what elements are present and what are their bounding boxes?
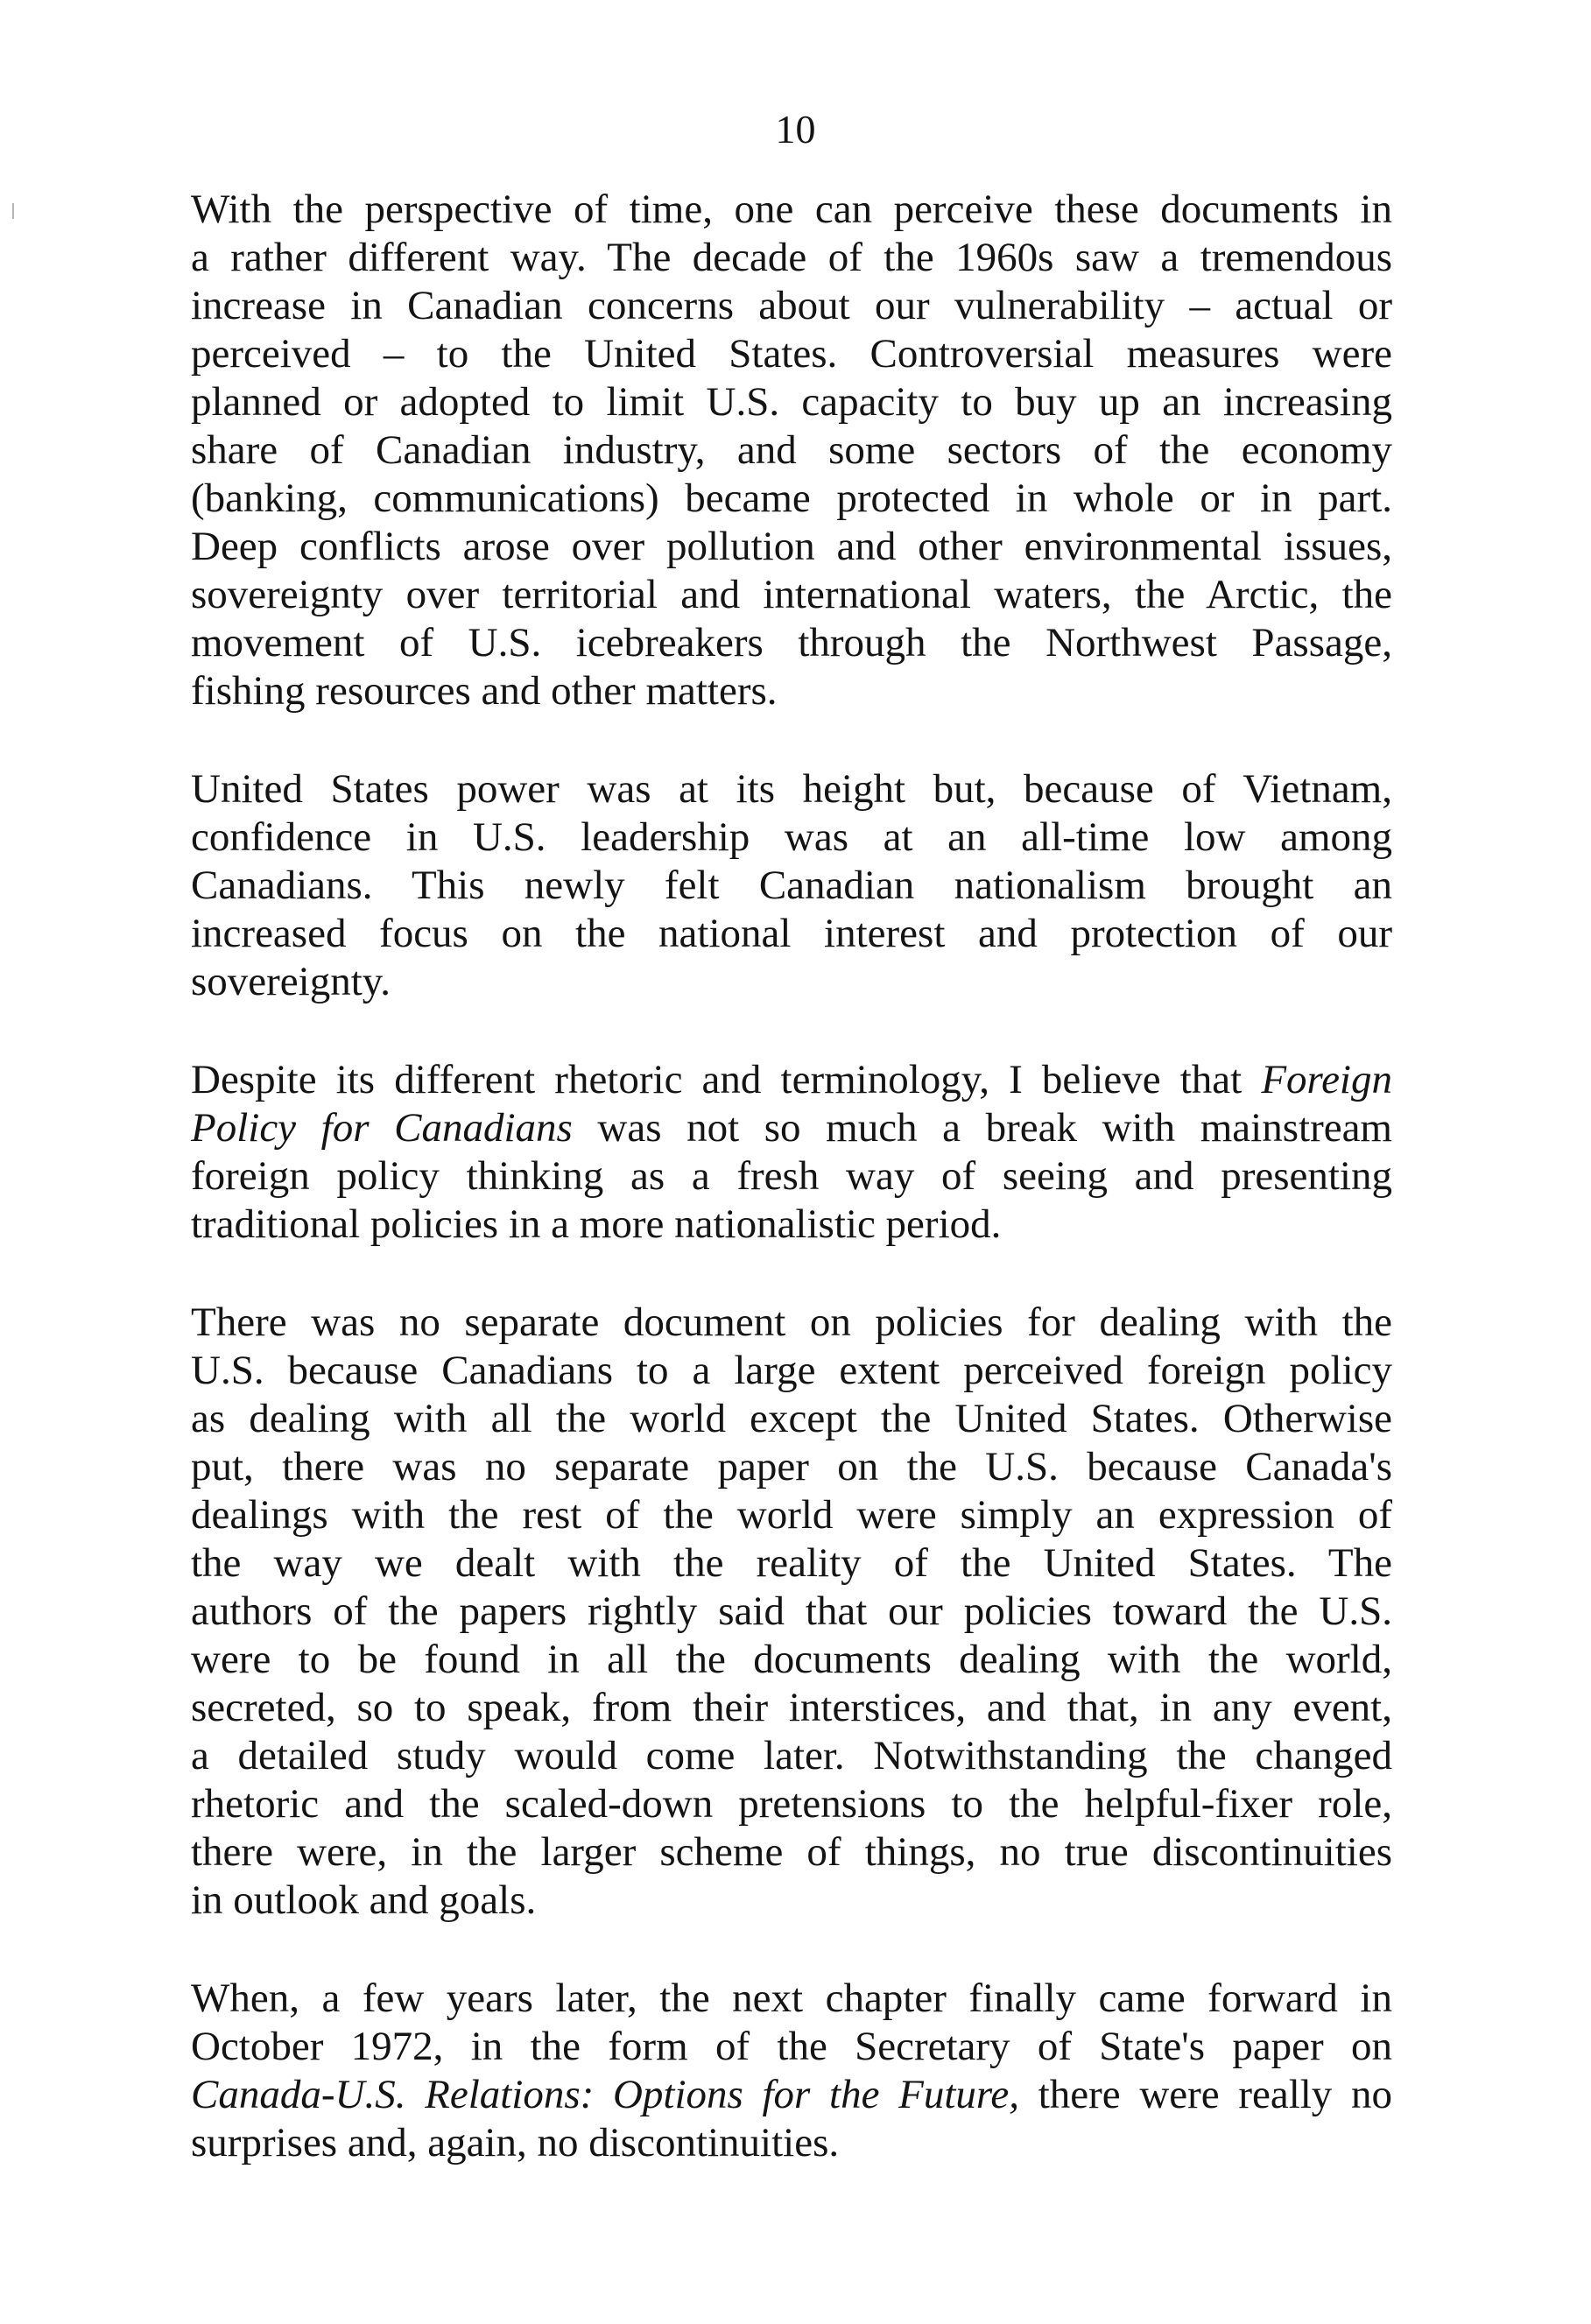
text-line — [191, 1056, 1392, 1104]
text-line — [191, 1975, 1392, 2023]
text-line — [191, 1877, 1392, 1925]
text-run: there were really no — [1019, 2072, 1392, 2117]
text-run: was not so much a break with mainstream — [572, 1105, 1392, 1151]
text-run: When, a few years later, the next chapter finally came forward in — [191, 1975, 1392, 2021]
text-run: secreted, so to speak, from their interstices, and that, in any event, — [191, 1685, 1392, 1730]
text-line — [191, 1732, 1392, 1780]
text-line — [191, 2023, 1392, 2071]
text-run: fishing resources and other matters. — [191, 668, 778, 714]
text-line — [191, 862, 1392, 910]
text-line — [191, 1152, 1392, 1201]
text-line — [191, 1636, 1392, 1684]
text-line — [191, 1395, 1392, 1443]
text-run: Despite its different rhetoric and terminology, I believe that — [191, 1057, 1262, 1102]
text-line — [191, 523, 1392, 571]
body-text — [191, 186, 1392, 2217]
text-line — [191, 1104, 1392, 1152]
scan-margin-mark — [12, 203, 14, 219]
text-run: increased focus on the national interest and protection of our — [191, 911, 1392, 956]
text-run: put, there was no separate paper on the U.S. because Canada's — [191, 1444, 1392, 1489]
text-run: planned or adopted to limit U.S. capacity to buy up an increasing — [191, 379, 1392, 425]
text-run: October 1972, in the form of the Secretary of State's paper on — [191, 2024, 1392, 2069]
text-run: U.S. because Canadians to a large extent perceived foreign policy — [191, 1348, 1392, 1393]
text-line — [191, 1539, 1392, 1588]
paragraph — [191, 1056, 1392, 1249]
text-line — [191, 1443, 1392, 1491]
text-line — [191, 958, 1392, 1006]
paragraph — [191, 1299, 1392, 1925]
text-run: dealings with the rest of the world were simply an expression of — [191, 1492, 1392, 1538]
text-run: Canadians. This newly felt Canadian nationalism brought an — [191, 863, 1392, 908]
text-run: authors of the papers rightly said that our policies toward the U.S. — [191, 1588, 1392, 1634]
text-run: sovereignty. — [191, 959, 391, 1004]
text-run: There was no separate document on policies for dealing with the — [191, 1299, 1392, 1345]
text-run: a rather different way. The decade of the 1960s saw a tremendous — [191, 235, 1392, 280]
text-line — [191, 1588, 1392, 1636]
text-run: were to be found in all the documents dealing with the world, — [191, 1637, 1392, 1682]
italic-title: Policy for Canadians — [191, 1105, 573, 1151]
text-line — [191, 1201, 1392, 1249]
text-run: (banking, communications) became protected in whole or in part. — [191, 475, 1392, 521]
text-line — [191, 426, 1392, 475]
text-run: a detailed study would come later. Notwithstanding the changed — [191, 1733, 1392, 1778]
text-run: movement of U.S. icebreakers through the Northwest Passage, — [191, 620, 1392, 666]
text-line — [191, 2119, 1392, 2167]
paragraph — [191, 1975, 1392, 2167]
text-line — [191, 2071, 1392, 2119]
text-run: foreign policy thinking as a fresh way of seeing and presenting — [191, 1153, 1392, 1199]
text-line — [191, 234, 1392, 282]
italic-title: Foreign — [1261, 1057, 1392, 1102]
paragraph — [191, 186, 1392, 715]
text-run: the way we dealt with the reality of the United States. The — [191, 1540, 1392, 1586]
text-run: traditional policies in a more nationalistic period. — [191, 1201, 1002, 1247]
text-run: United States power was at its height but, because of Vietnam, — [191, 766, 1392, 812]
text-run: share of Canadian industry, and some sectors of the economy — [191, 427, 1392, 473]
text-run: rhetoric and the scaled-down pretensions to the helpful-fixer role, — [191, 1781, 1392, 1827]
text-run: Deep conflicts arose over pollution and other environmental issues, — [191, 524, 1392, 569]
text-line — [191, 186, 1392, 234]
text-line — [191, 1299, 1392, 1347]
text-line — [191, 1684, 1392, 1732]
text-line — [191, 667, 1392, 715]
text-run: perceived – to the United States. Controversial measures were — [191, 331, 1392, 377]
text-line — [191, 765, 1392, 813]
page-number: 10 — [775, 107, 816, 151]
text-run: in outlook and goals. — [191, 1877, 537, 1923]
text-line — [191, 571, 1392, 619]
text-line — [191, 1491, 1392, 1539]
text-run: confidence in U.S. leadership was at an all-time low among — [191, 814, 1392, 860]
text-line — [191, 282, 1392, 330]
text-line — [191, 330, 1392, 378]
paragraph — [191, 765, 1392, 1006]
text-line — [191, 475, 1392, 523]
text-line — [191, 1828, 1392, 1877]
text-line — [191, 1780, 1392, 1828]
text-run: increase in Canadian concerns about our vulnerability – actual or — [191, 283, 1392, 328]
text-run: sovereignty over territorial and international waters, the Arctic, the — [191, 572, 1392, 617]
text-line — [191, 813, 1392, 862]
text-line — [191, 910, 1392, 958]
text-run: surprises and, again, no discontinuities. — [191, 2120, 840, 2166]
italic-title: Canada-U.S. Relations: Options for the Future, — [191, 2072, 1020, 2117]
text-line — [191, 378, 1392, 426]
text-run: as dealing with all the world except the United States. Otherwise — [191, 1396, 1392, 1441]
text-line — [191, 1347, 1392, 1395]
text-run: With the perspective of time, one can perceive these documents in — [191, 187, 1392, 232]
text-line — [191, 619, 1392, 667]
text-run: there were, in the larger scheme of things, no true discontinuities — [191, 1829, 1392, 1875]
